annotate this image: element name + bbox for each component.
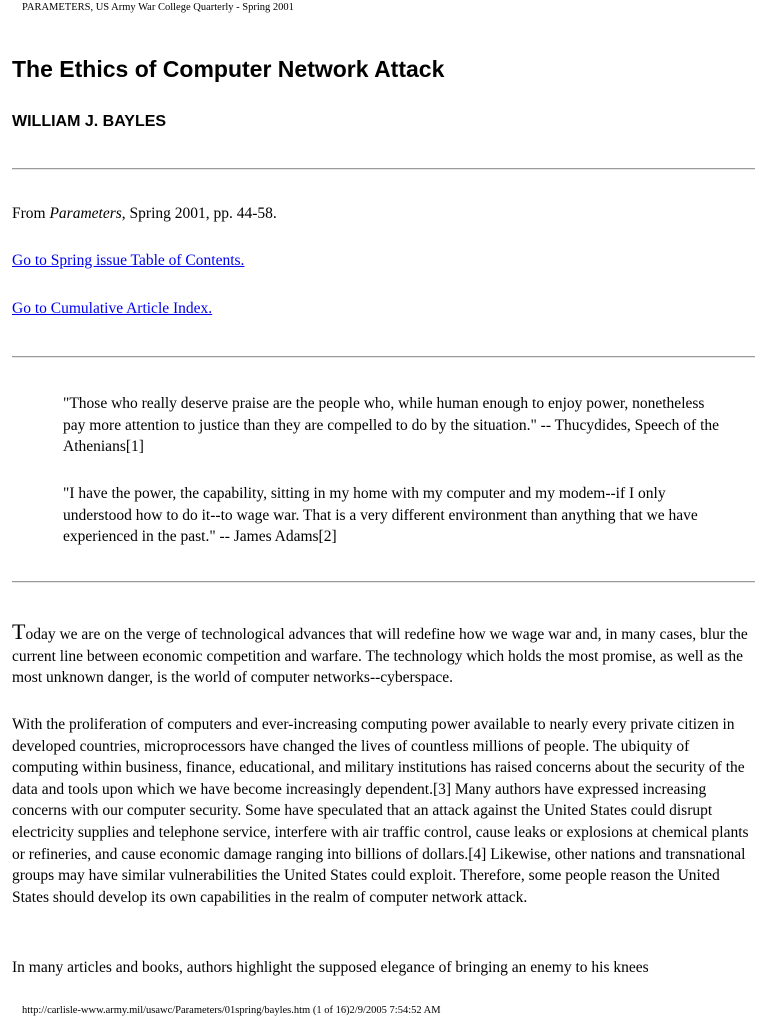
- toc-link[interactable]: Go to Spring issue Table of Contents.: [12, 252, 245, 269]
- epigraph-quote-thucydides: "Those who really deserve praise are the people who, while human enough to enjoy power, nonetheless pay more attention to justice than they are compelled to do by the situation." -- Thucydides, Speech of the Athenians[1]: [63, 395, 720, 455]
- drop-cap: T: [12, 619, 26, 644]
- horizontal-rule: [12, 356, 755, 358]
- source-suffix: , Spring 2001, pp. 44-58.: [121, 205, 277, 222]
- index-link-paragraph: [12, 298, 212, 320]
- journal-name: Parameters: [49, 205, 122, 222]
- body-paragraph-1-text: oday we are on the verge of technological advances that will redefine how we wage war and, in many cases, blur the current line between economic competition and warfare. The technology which holds the most promise, as well as the most unknown danger, is the world of computer networks--cyberspace.: [12, 626, 748, 687]
- horizontal-rule: [12, 168, 755, 170]
- body-paragraph-2: With the proliferation of computers and ever-increasing computing power available to nearly every private citizen in developed countries, microprocessors have changed the lives of countless millions of people. The ubiquity of computing within business, finance, educational, and military institutions has raised concerns about the security of the data and tools upon which we have become increasingly dependent.[3] Many authors have expressed increasing concerns with our computer security. Some have speculated that an attack against the United States could disrupt electricity supplies and telephone service, interfere with air traffic control, cause leaks or explosions at chemical plants or refineries, and cause economic damage ranging into billions of dollars.[4] Likewise, other nations and transnational groups may have similar vulnerabilities the United States could exploit. Therefore, some people reason the United States should develop its own capabilities in the realm of computer network attack.: [12, 716, 749, 906]
- cumulative-index-link[interactable]: Go to Cumulative Article Index.: [12, 300, 213, 317]
- page-footer-url: http://carlisle-www.army.mil/usawc/Parameters/01spring/bayles.htm (1 of 16)2/9/2005 7:54:52 AM: [22, 1005, 441, 1016]
- body-paragraph-1: [12, 621, 756, 689]
- source-prefix: From: [12, 205, 50, 222]
- article-title: The Ethics of Computer Network Attack: [12, 56, 445, 82]
- toc-link-paragraph: [12, 250, 244, 272]
- article-author: WILLIAM J. BAYLES: [12, 113, 167, 130]
- epigraph-quote-adams: "I have the power, the capability, sitting in my home with my computer and my modem--if I only understood how to do it--to wage war. That is a very different environment than anything that we have experienced in the past." -- James Adams[2]: [63, 485, 698, 545]
- horizontal-rule: [12, 581, 755, 583]
- body-paragraph-3: In many articles and books, authors highlight the supposed elegance of bringing an enemy to his knees: [12, 959, 649, 976]
- source-citation: [12, 203, 277, 225]
- running-header: PARAMETERS, US Army War College Quarterly - Spring 2001: [22, 2, 294, 13]
